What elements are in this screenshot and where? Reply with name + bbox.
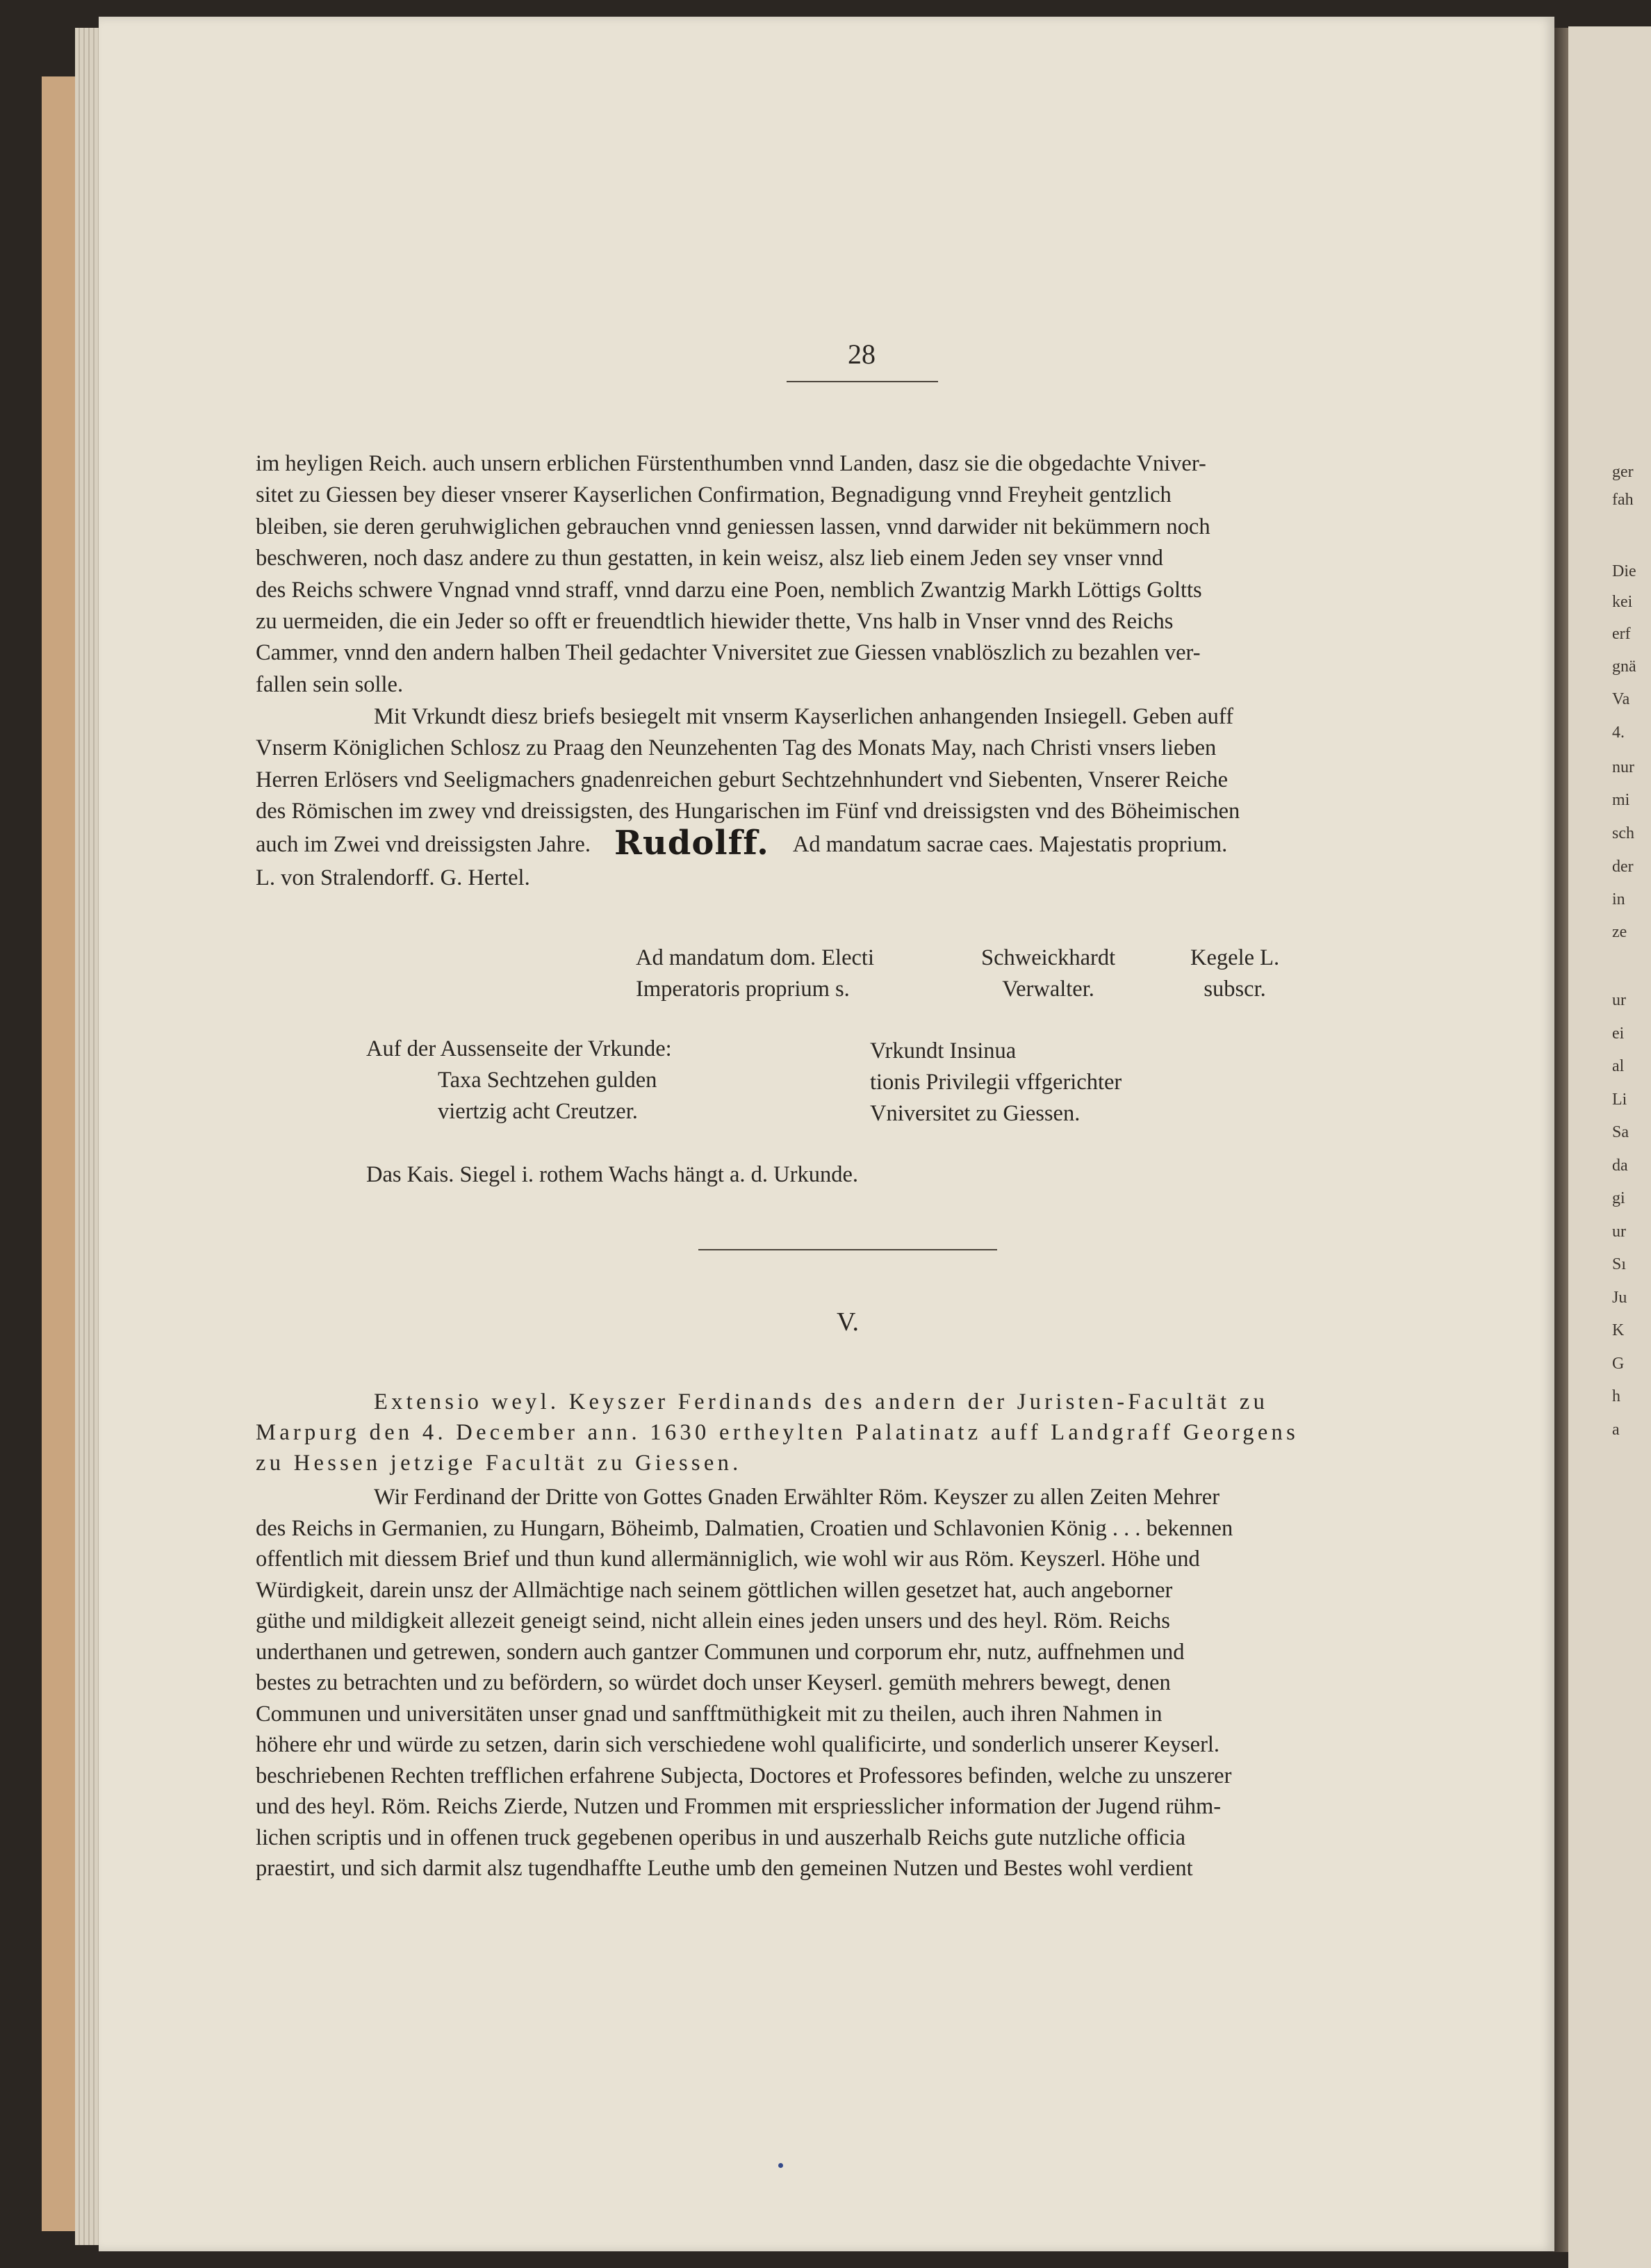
title-line: Marpurg den 4. December ann. 1630 ertheylten Palatinatz auff Landgraff Georgens [256, 1420, 1299, 1445]
facing-page-fragment: mi [1612, 791, 1630, 809]
text-line: des Reichs in Germanien, zu Hungarn, Böheimb, Dalmatien, Croatien und Schlavonien König . . . bekennen [256, 1515, 1233, 1541]
text-line: underthanen und getrewen, sondern auch gantzer Communen und corporum ehr, nutz, auffnehmen und [256, 1639, 1185, 1665]
paragraph-vrkundt [256, 701, 1456, 894]
text-line: Mit Vrkundt diesz briefs besiegelt mit vnserm Kayserlichen anhangenden Insiegell. Geben auff [374, 704, 1233, 729]
facing-page-fragment: sch [1612, 824, 1634, 842]
text-line: lichen scriptis und in offenen truck gegebenen operibus in und auszerhalb Reichs gute nutzliche officia [256, 1825, 1186, 1850]
insinua-block [870, 1036, 1122, 1129]
facing-page-fragment: gnä [1612, 658, 1636, 676]
facing-page-fragment: ur [1612, 1223, 1626, 1241]
text-line: Würdigkeit, darein unsz der Allmächtige nach seinem göttlichen willen gesetzet hat, auch angeborner [256, 1577, 1173, 1603]
facing-page-fragment: a [1612, 1421, 1620, 1439]
page-number: 28 [848, 338, 876, 370]
taxa-block [438, 1065, 657, 1127]
text-line: im heyligen Reich. auch unsern erblichen Fürstenthumben vnnd Landen, dasz sie die obgedachte Vniver- [256, 451, 1206, 476]
insinua-line: Vrkundt Insinua [870, 1038, 1017, 1063]
facing-page-fragment: da [1612, 1157, 1628, 1175]
outside-heading: Auf der Aussenseite der Vrkunde: [366, 1036, 672, 1061]
taxa-line: Taxa Sechtzehen gulden [438, 1068, 657, 1093]
text-line: beschriebenen Rechten trefflichen erfahrene Subjecta, Doctores et Professores befinden, welche zu unszerer [256, 1763, 1232, 1788]
text-line: Wir Ferdinand der Dritte von Gottes Gnaden Erwählter Röm. Keyszer zu allen Zeiten Mehrer [374, 1485, 1220, 1510]
insinua-line: tionis Privilegii vffgerichter [870, 1070, 1122, 1095]
sig-block-kegele [1190, 943, 1279, 1005]
facing-page-fragment: Li [1612, 1091, 1627, 1109]
facing-page-fragment: der [1612, 858, 1634, 876]
section-body [256, 1482, 1456, 1884]
facing-page-fragment: Die [1612, 562, 1636, 580]
facing-page-fragment: G [1612, 1355, 1625, 1373]
taxa-line: viertzig acht Creutzer. [438, 1099, 638, 1124]
text-line: praestirt, und sich darmit alsz tugendhaffte Leuthe umb den gemeinen Nutzen und Bestes wohl verdient [256, 1856, 1193, 1881]
facing-page-fragment: Ju [1612, 1289, 1627, 1307]
sig-line: Schweickhardt [981, 945, 1116, 970]
closing-line [256, 823, 1456, 863]
text-line: Cammer, vnnd den andern halben Theil gedachter Vniversitet zue Giessen vnablöszlich zu bezahlen ver- [256, 640, 1201, 666]
facing-page-fragment: h [1612, 1387, 1620, 1405]
sig-block-electi [636, 943, 874, 1005]
title-line: zu Hessen jetzige Facultät zu Giessen. [256, 1451, 742, 1476]
facing-page-fragment: al [1612, 1057, 1625, 1075]
countersign-line: L. von Stralendorff. G. Hertel. [256, 865, 530, 890]
header-rule [787, 381, 938, 382]
facing-page-fragment: Sı [1612, 1255, 1627, 1273]
text-line: bleiben, sie deren geruhwiglichen gebrauchen vnnd geniessen lassen, vnnd darwider nit bekümmern noch [256, 514, 1210, 539]
insinua-line: Vniversitet zu Giessen. [870, 1101, 1081, 1126]
facing-page-fragment: ur [1612, 991, 1626, 1009]
book-gutter [1553, 28, 1568, 2252]
facing-page-fragment: 4. [1612, 724, 1625, 742]
ink-dot [778, 2163, 783, 2168]
sig-line: Kegele L. [1190, 945, 1280, 970]
facing-page-fragment: ger [1612, 463, 1634, 481]
text-line: Herren Erlösers vnd Seeligmachers gnadenreichen geburt Sechtzehnhundert vnd Siebenten, Vnserer Reiche [256, 767, 1229, 792]
facing-page-fragment: erf [1612, 625, 1631, 643]
seal-note: Das Kais. Siegel i. rothem Wachs hängt a. d. Urkunde. [366, 1162, 859, 1187]
facing-page-fragment: fah [1612, 491, 1634, 509]
text-line: offentlich mit diessem Brief und thun kund allermänniglich, wie wohl wir aus Röm. Keyszerl. Höhe und [256, 1547, 1200, 1572]
facing-page-fragment: ze [1612, 923, 1627, 941]
text-line: beschweren, noch dasz andere zu thun gestatten, in kein weisz, alsz lieb einem Jeden sey vnser vnnd [256, 546, 1163, 571]
facing-page [1568, 26, 1651, 2268]
text-line: des Römischen im zwey vnd dreissigsten, des Hungarischen im Fünf vnd dreissigsten vnd des Böheimischen [256, 799, 1240, 824]
text-line: fallen sein solle. [256, 671, 404, 697]
text-line: des Reichs schwere Vngnad vnnd straff, vnnd darzu eine Poen, nemblich Zwantzig Markh Löttigs Goltts [256, 577, 1202, 603]
text-line: güthe und mildigkeit allezeit geneigt seind, nicht allein eines jeden unsers und des heyl. Röm. Reichs [256, 1608, 1170, 1633]
text-line: bestes zu betrachten und zu befördern, so würdet doch unser Keyserl. gemüth mehrers bewegt, denen [256, 1670, 1171, 1695]
signature-rudolff: Rudolff. [614, 823, 769, 863]
section-divider [698, 1249, 997, 1250]
section-number: V. [836, 1307, 860, 1337]
sig-line: Imperatoris proprium s. [636, 977, 850, 1002]
sig-line: Verwalter. [1002, 977, 1094, 1002]
text-line: höhere ehr und würde zu setzen, darin sich verschiedene wohl qualificirte, und sonderlich unserer Keyserl. [256, 1732, 1220, 1757]
closing-after: Ad mandatum sacrae caes. Majestatis proprium. [792, 831, 1228, 857]
facing-page-fragment: gi [1612, 1189, 1625, 1207]
sig-block-schweickhardt [981, 943, 1115, 1005]
facing-page-fragment: Va [1612, 690, 1630, 708]
facing-page-fragment: in [1612, 890, 1625, 908]
title-line: Extensio weyl. Keyszer Ferdinands des andern der Juristen-Facultät zu [374, 1389, 1269, 1414]
facing-page-fragment: kei [1612, 593, 1633, 611]
paragraph-confirmation [256, 448, 1456, 701]
text-line: und des heyl. Röm. Reichs Zierde, Nutzen und Frommen mit erspriesslicher information der Jugend rühm- [256, 1794, 1222, 1819]
sig-line: subscr. [1204, 977, 1266, 1002]
facing-page-fragment: nur [1612, 758, 1634, 776]
text-line: sitet zu Giessen bey dieser vnserer Kayserlichen Confirmation, Begnadigung vnnd Freyheit gentzlich [256, 482, 1172, 508]
facing-page-fragment: ei [1612, 1025, 1625, 1043]
facing-page-fragment: Sa [1612, 1123, 1629, 1141]
section-title [256, 1387, 1456, 1478]
text-line: Vnserm Königlichen Schlosz zu Praag den Neunzehenten Tag des Monats May, nach Christi vnsers lieben [256, 735, 1217, 761]
text-line: zu uermeiden, die ein Jeder so offt er freuendtlich hiewider thette, Vns halb in Vnser vnnd des Reichs [256, 608, 1174, 634]
text-line: Communen und universitäten unser gnad und sanfftmüthigkeit mit zu theilen, auch ihren Nahmen in [256, 1701, 1163, 1727]
sig-line: Ad mandatum dom. Electi [636, 945, 874, 970]
closing-before: auch im Zwei vnd dreissigsten Jahre. [256, 831, 591, 857]
facing-page-fragment: K [1612, 1321, 1625, 1339]
